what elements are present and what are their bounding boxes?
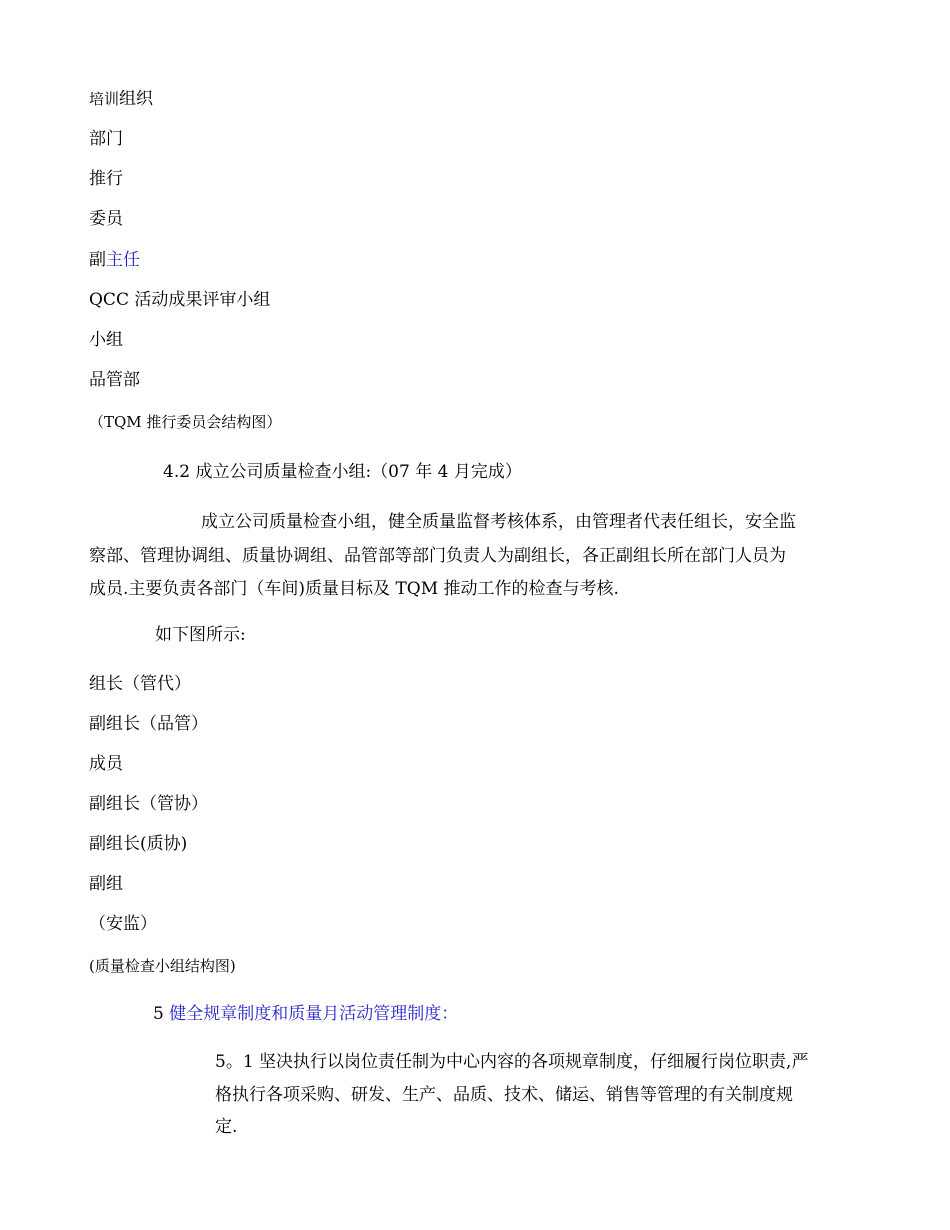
text-vice: 副: [89, 250, 106, 270]
text-line-leader: 组长（管代）: [89, 674, 191, 694]
text-line-vice-group: 副组: [89, 874, 123, 894]
heading-5-title: 健全规章制度和质量月活动管理制度：: [169, 1004, 459, 1024]
paragraph-2-line-3: 定.: [215, 1117, 238, 1137]
text-line-safety: （安监）: [89, 914, 157, 934]
heading-4-2: 4.2 成立公司质量检查小组:（07 年 4 月完成）: [163, 462, 522, 482]
text-line-qcc-group: QCC 活动成果评审小组: [89, 290, 271, 310]
text-line-training-org: [89, 88, 153, 110]
text-organization: 组织: [119, 89, 154, 109]
text-line-vice-leader-quality: 副组长(质协): [89, 834, 188, 854]
caption-tqm-structure: （TQM 推行委员会结构图）: [89, 413, 282, 431]
text-as-shown: 如下图所示:: [155, 625, 246, 645]
paragraph-1-line-1: 成立公司质量检查小组，健全质量监督考核体系，由管理者代表任组长，安全监: [201, 512, 796, 532]
paragraph-1-line-2: 察部、管理协调组、质量协调组、品管部等部门负责人为副组长，各正副组长所在部门人员为: [89, 546, 786, 566]
text-line-quality-dept: 品管部: [89, 370, 140, 390]
text-line-member: 委员: [89, 209, 123, 229]
paragraph-2-line-2: 格执行各项采购、研发、生产、品质、技术、储运、销售等管理的有关制度规: [215, 1085, 793, 1105]
text-director: 主任: [106, 250, 140, 270]
text-line-vice-leader-qc: 副组长（品管）: [89, 714, 208, 734]
text-line-vice-leader-mgmt: 副组长（管协）: [89, 794, 208, 814]
text-line-department: 部门: [89, 129, 123, 149]
heading-5-number: 5: [153, 1004, 164, 1024]
text-line-group: 小组: [89, 330, 123, 350]
text-line-vice-director: [89, 249, 140, 271]
caption-inspection-structure: (质量检查小组结构图): [89, 957, 236, 975]
text-line-members: 成员: [89, 754, 123, 774]
paragraph-1-line-3: 成员.主要负责各部门（车间)质量目标及 TQM 推动工作的检查与考核.: [89, 579, 619, 599]
paragraph-2-line-1: 5。1 坚决执行以岗位责任制为中心内容的各项规章制度，仔细履行岗位职责,严: [215, 1052, 809, 1072]
text-training: 培训: [89, 90, 120, 108]
text-line-promotion: 推行: [89, 169, 123, 189]
heading-5: [153, 1003, 458, 1025]
